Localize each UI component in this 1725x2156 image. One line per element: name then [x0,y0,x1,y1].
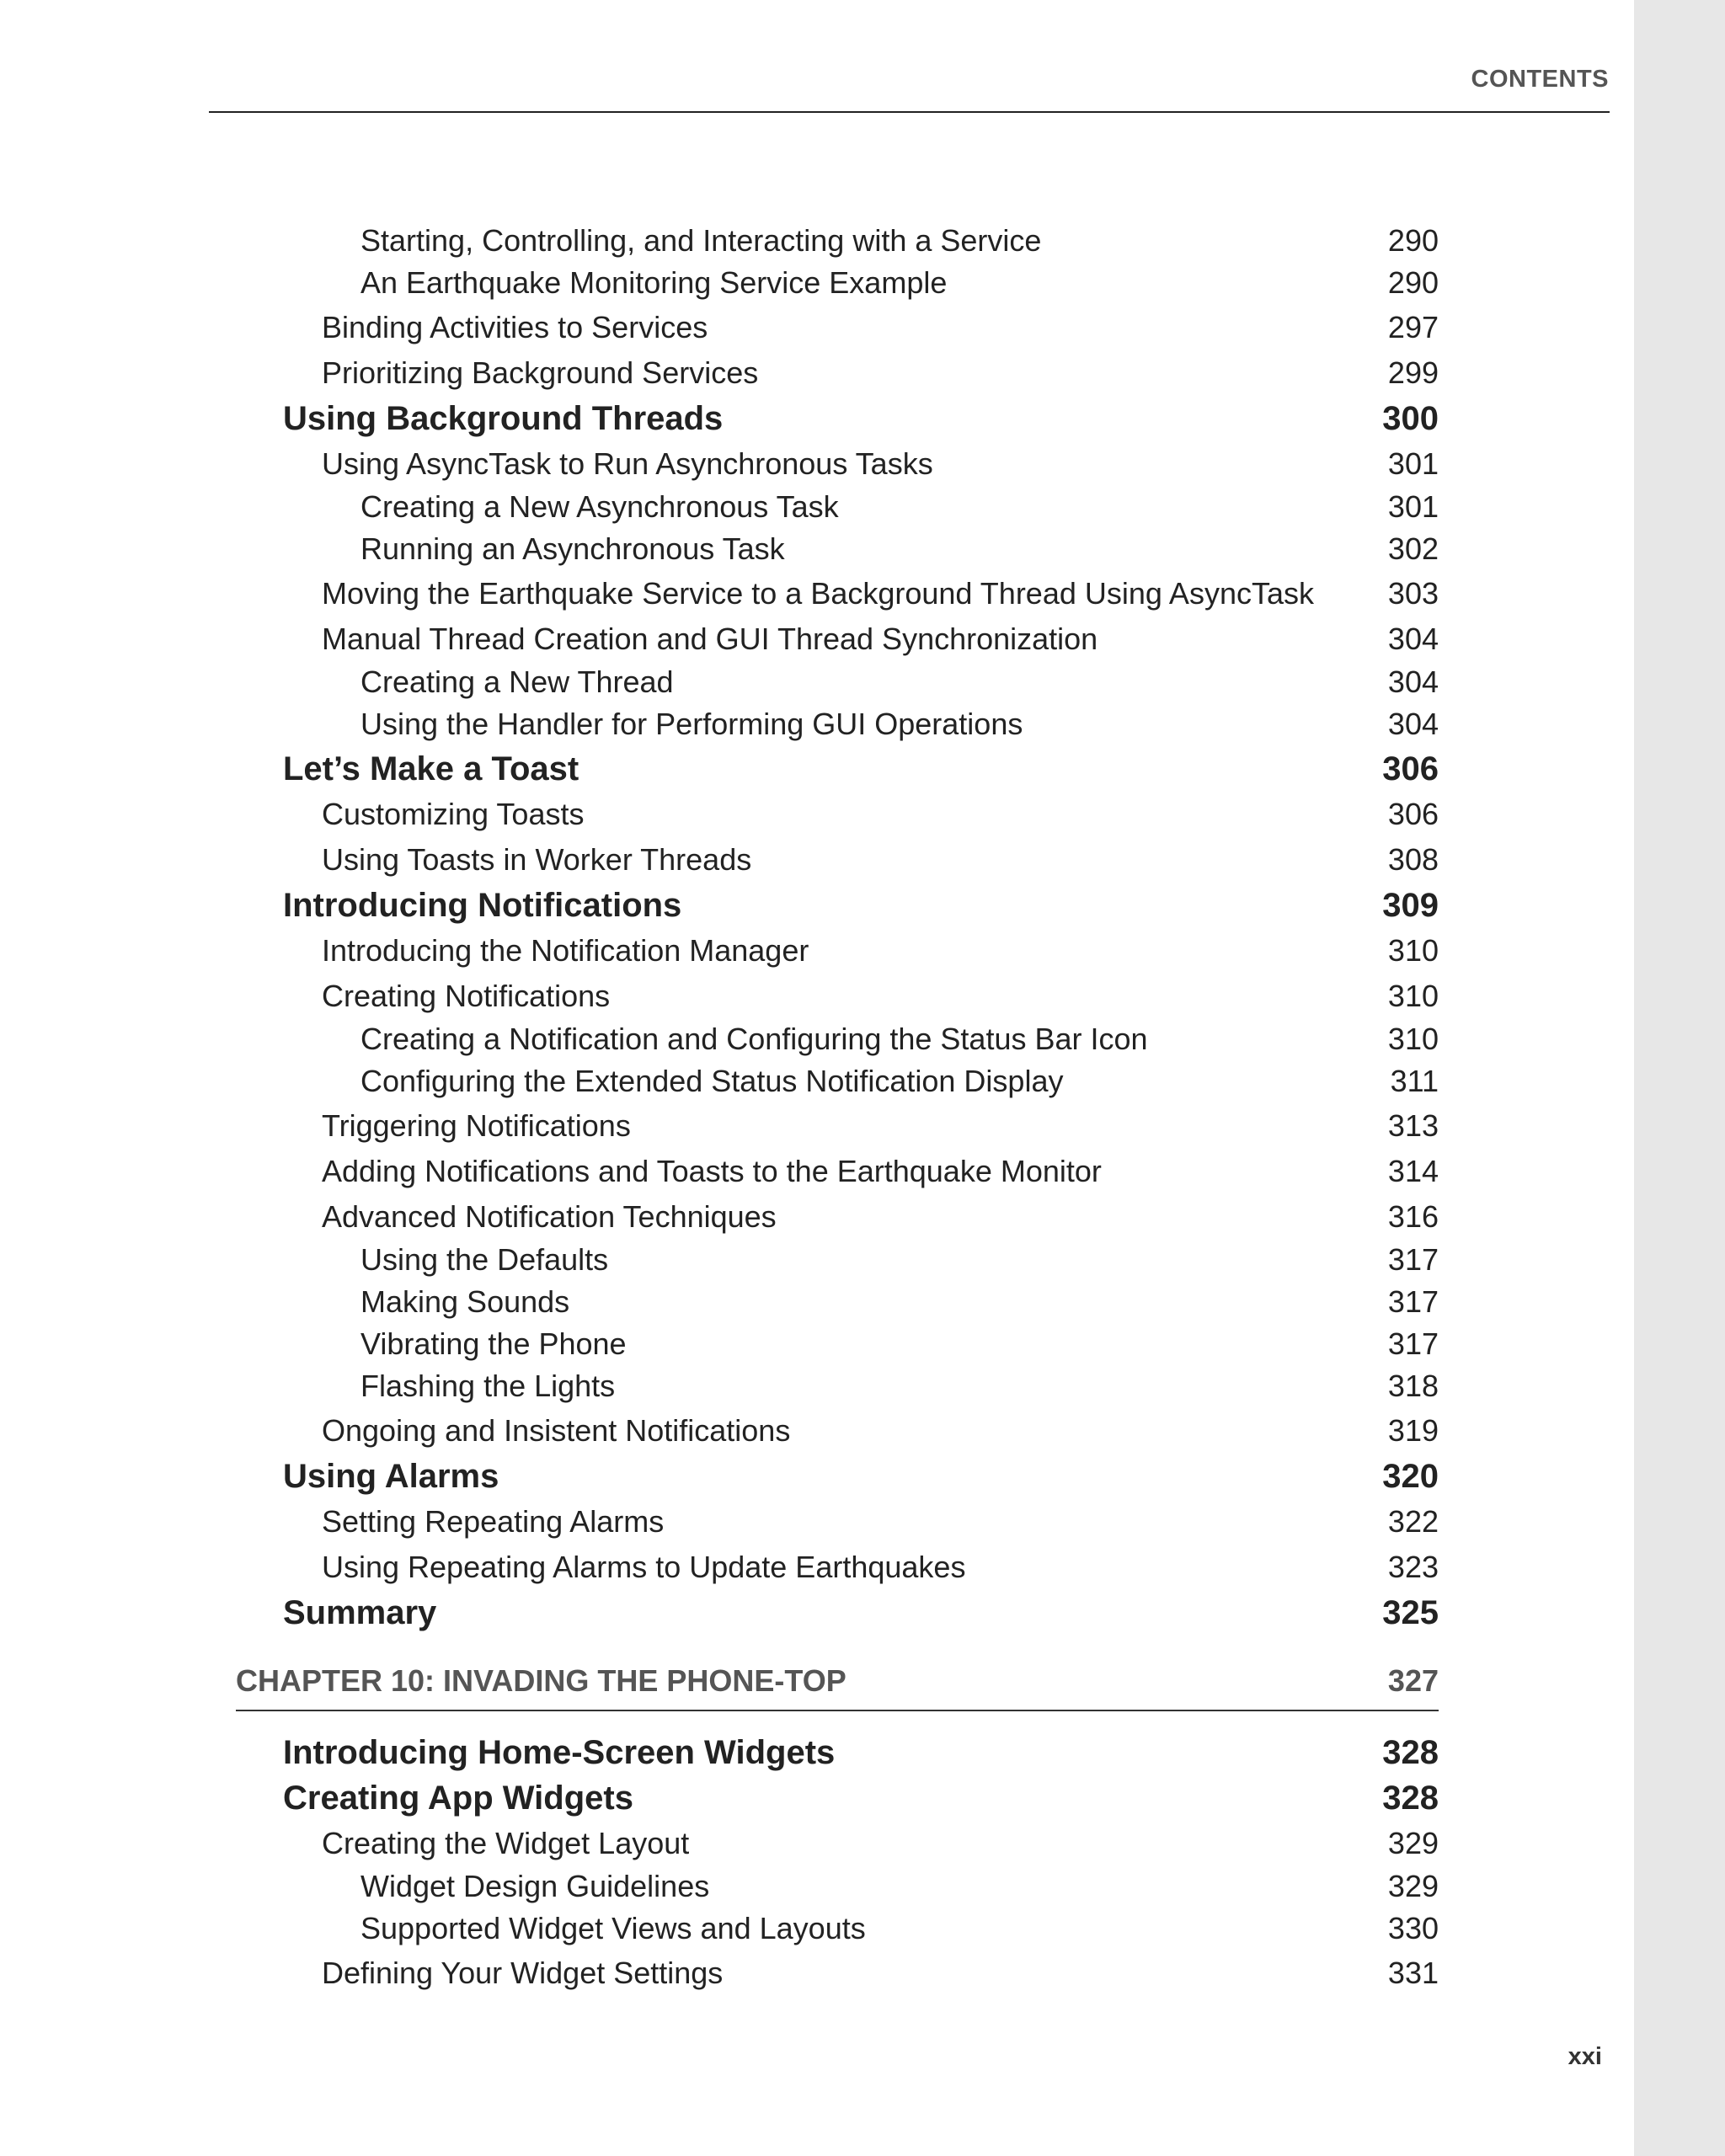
toc-entry-page: 322 [1387,1504,1439,1539]
toc-entry-page: 290 [1387,265,1439,300]
toc-entry[interactable] [236,529,1439,571]
toc-entry-title: Starting, Controlling, and Interacting with a Service [360,223,1042,258]
toc-entry-title: Using Repeating Alarms to Update Earthquakes [322,1550,966,1584]
toc-entry-page: 316 [1387,1199,1439,1234]
toc-entry-page: 290 [1387,223,1439,258]
toc-entry[interactable] [236,1366,1439,1408]
table-of-contents [236,221,1439,1996]
toc-entry[interactable] [236,1019,1439,1061]
toc-entry[interactable] [236,1408,1439,1454]
toc-section-entry[interactable] [236,746,1439,792]
toc-entry-page: 320 [1382,1458,1439,1495]
toc-entry-page: 309 [1382,887,1439,924]
toc-entry-title: Moving the Earthquake Service to a Background Thread Using AsyncTask [322,576,1314,611]
toc-entry[interactable] [236,837,1439,883]
toc-entry-title: Using AsyncTask to Run Asynchronous Tasks [322,446,933,481]
toc-entry-page: 306 [1387,797,1439,831]
toc-entry-page: 318 [1387,1369,1439,1403]
toc-entry-title: Advanced Notification Techniques [322,1199,777,1234]
toc-entry[interactable] [236,1282,1439,1324]
toc-entry-title: Customizing Toasts [322,797,585,831]
toc-entry-title: Using Toasts in Worker Threads [322,842,752,877]
toc-entry-page: 300 [1382,400,1439,437]
toc-entry-title: Using the Defaults [360,1242,609,1277]
toc-entry[interactable] [236,350,1439,396]
toc-entry-title: Setting Repeating Alarms [322,1504,665,1539]
toc-entry[interactable] [236,1908,1439,1951]
toc-entry-title: Triggering Notifications [322,1108,631,1143]
toc-entry-title: Creating the Widget Layout [322,1826,690,1860]
toc-entry-page: 304 [1387,622,1439,656]
toc-entry-page: 330 [1387,1911,1439,1945]
toc-entry[interactable] [236,221,1439,263]
toc-entry-title: Creating a New Thread [360,664,674,699]
toc-entry[interactable] [236,616,1439,662]
toc-entry-page: 299 [1387,355,1439,390]
toc-entry-title: Defining Your Widget Settings [322,1956,724,1990]
toc-entry[interactable] [236,974,1439,1019]
toc-entry-page: 319 [1387,1413,1439,1448]
toc-entry-page: 311 [1390,1064,1439,1098]
toc-entry-title: Ongoing and Insistent Notifications [322,1413,791,1448]
toc-entry-title: An Earthquake Monitoring Service Example [360,265,948,300]
toc-entry[interactable] [236,1103,1439,1149]
toc-entry-page: 310 [1387,1022,1439,1056]
toc-entry-title: Flashing the Lights [360,1369,616,1403]
toc-section-entry[interactable] [236,1590,1439,1636]
toc-entry-page: 308 [1387,842,1439,877]
toc-entry-page: 306 [1382,750,1439,787]
toc-entry-title: Prioritizing Background Services [322,355,759,390]
toc-entry-page: 328 [1382,1734,1439,1771]
toc-entry[interactable] [236,571,1439,616]
toc-entry-title: Using Background Threads [283,400,724,437]
toc-entry[interactable] [236,305,1439,350]
toc-entry-title: Manual Thread Creation and GUI Thread Synchronization [322,622,1098,656]
toc-entry-title: Creating Notifications [322,979,611,1013]
toc-entry-page: 301 [1387,489,1439,524]
toc-section-entry[interactable] [236,1775,1439,1821]
chapter-heading [236,1657,1439,1711]
toc-entry-page: 328 [1382,1780,1439,1817]
toc-entry[interactable] [236,1951,1439,1996]
toc-entry[interactable] [236,1545,1439,1590]
toc-entry-title: Vibrating the Phone [360,1326,627,1361]
toc-entry-page: 313 [1387,1108,1439,1143]
toc-entry-page: 325 [1382,1594,1439,1631]
toc-entry[interactable] [236,928,1439,974]
page-number: xxi [1567,2043,1602,2070]
toc-entry-title: Creating a Notification and Configuring the Status Bar Icon [360,1022,1148,1056]
toc-entry[interactable] [236,263,1439,305]
toc-entry-title: Introducing Home-Screen Widgets [283,1734,836,1771]
toc-entry-title: Binding Activities to Services [322,310,708,344]
page-margin-strip [1634,0,1725,2156]
toc-entry-title: Creating App Widgets [283,1780,633,1817]
toc-entry[interactable] [236,1499,1439,1545]
toc-entry-page: 329 [1387,1826,1439,1860]
toc-section-entry[interactable] [236,396,1439,441]
toc-entry-page: 310 [1387,979,1439,1013]
toc-section-entry[interactable] [236,1730,1439,1775]
toc-entry-title: Adding Notifications and Toasts to the Earthquake Monitor [322,1154,1102,1188]
toc-entry-page: 323 [1387,1550,1439,1584]
toc-entry-page: 329 [1387,1869,1439,1903]
toc-entry[interactable] [236,441,1439,487]
toc-entry-page: 297 [1387,310,1439,344]
toc-entry-page: 310 [1387,933,1439,968]
chapter-title: CHAPTER 10: INVADING THE PHONE-TOP [236,1663,846,1698]
toc-entry-title: Making Sounds [360,1284,570,1319]
toc-entry-page: 317 [1387,1284,1439,1319]
chapter-page: 327 [1387,1663,1439,1698]
toc-entry[interactable] [236,1149,1439,1194]
toc-entry[interactable] [236,1324,1439,1366]
running-head: CONTENTS [1471,66,1609,93]
toc-entry-title: Using Alarms [283,1458,499,1495]
toc-entry-title: Widget Design Guidelines [360,1869,710,1903]
toc-entry[interactable] [236,1194,1439,1240]
toc-entry[interactable] [236,792,1439,837]
toc-entry[interactable] [236,1866,1439,1908]
toc-entry[interactable] [236,662,1439,704]
toc-entry[interactable] [236,1061,1439,1103]
toc-entry[interactable] [236,1821,1439,1866]
toc-entry-title: Creating a New Asynchronous Task [360,489,839,524]
toc-entry[interactable] [236,1240,1439,1282]
toc-entry-title: Introducing Notifications [283,887,682,924]
toc-section-entry[interactable] [236,1454,1439,1499]
toc-entry-page: 304 [1387,664,1439,699]
toc-entry-page: 331 [1387,1956,1439,1990]
toc-entry-page: 301 [1387,446,1439,481]
toc-section-entry[interactable] [236,883,1439,928]
toc-entry-title: Introducing the Notification Manager [322,933,809,968]
toc-entry-page: 303 [1387,576,1439,611]
toc-entry-title: Using the Handler for Performing GUI Operations [360,707,1023,741]
toc-entry-title: Let’s Make a Toast [283,750,579,787]
toc-entry-page: 317 [1387,1326,1439,1361]
header-rule [209,111,1610,113]
toc-section-before-chapter [236,221,1439,1636]
toc-entry-page: 304 [1387,707,1439,741]
toc-entry-title: Configuring the Extended Status Notification Display [360,1064,1064,1098]
toc-entry-title: Running an Asynchronous Task [360,531,785,566]
toc-entry-page: 314 [1387,1154,1439,1188]
toc-entry-title: Summary [283,1594,437,1631]
toc-entry-page: 302 [1387,531,1439,566]
toc-entry-page: 317 [1387,1242,1439,1277]
toc-entry[interactable] [236,704,1439,746]
toc-entry[interactable] [236,487,1439,529]
toc-entry-title: Supported Widget Views and Layouts [360,1911,866,1945]
toc-section-after-chapter [236,1730,1439,1996]
